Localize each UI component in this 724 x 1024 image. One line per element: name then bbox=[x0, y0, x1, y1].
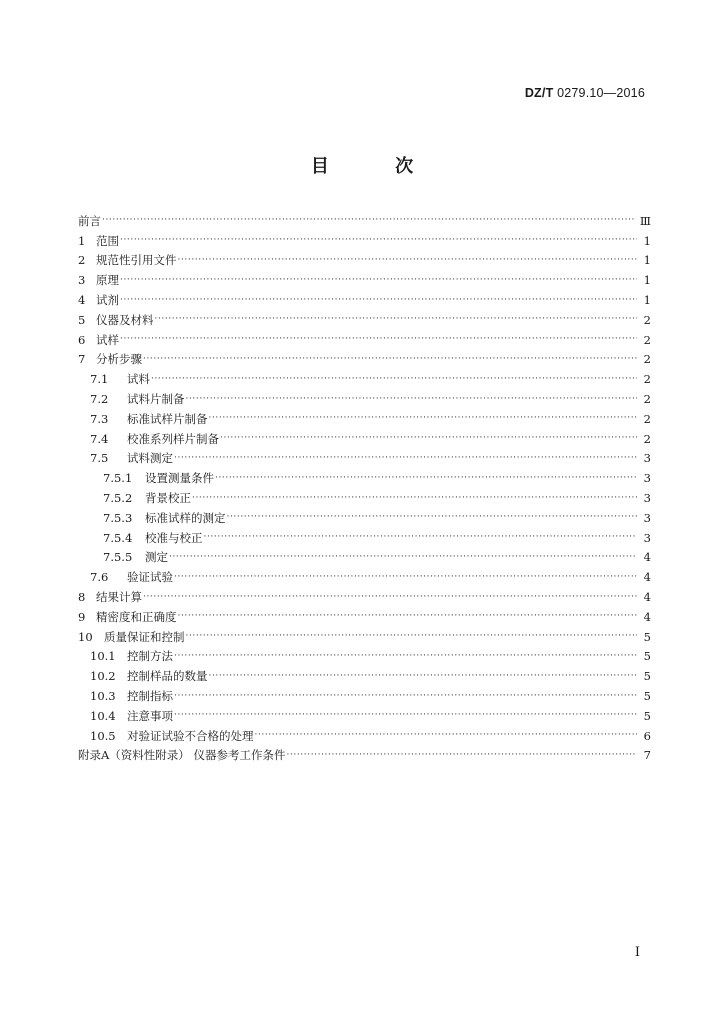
toc-entry[interactable] bbox=[78, 468, 651, 488]
page-number: I bbox=[634, 945, 640, 960]
toc-entry-number: 9 bbox=[78, 609, 86, 624]
toc-entry-label: 仪器及材料 bbox=[96, 312, 154, 327]
toc-dot-leader bbox=[220, 434, 637, 443]
toc-entry-number: 7.6 bbox=[90, 570, 109, 585]
toc-entry[interactable] bbox=[78, 251, 651, 271]
toc-dot-leader bbox=[120, 236, 637, 245]
toc-entry-label: 标准试样片制备 bbox=[127, 411, 208, 426]
toc-entry-number: 8 bbox=[78, 590, 86, 605]
toc-entry-label: 分析步骤 bbox=[96, 352, 142, 367]
toc-entry-number: 4 bbox=[78, 293, 86, 308]
toc-entry[interactable] bbox=[78, 310, 651, 330]
toc-entry-page: 6 bbox=[643, 728, 651, 743]
toc-entry-label: 规范性引用文件 bbox=[96, 253, 177, 268]
toc-entry-page: 3 bbox=[643, 510, 651, 525]
toc-entry-page: 5 bbox=[643, 649, 651, 664]
toc-entry-label: 对验证试验不合格的处理 bbox=[127, 728, 254, 743]
toc-dot-leader bbox=[120, 276, 637, 285]
toc-entry-number: 7.5 bbox=[90, 451, 109, 466]
toc-entry-label: 试样 bbox=[96, 332, 119, 347]
toc-entry-page: 1 bbox=[643, 233, 651, 248]
toc-entry-number: 7.5.1 bbox=[103, 471, 133, 486]
toc-dot-leader bbox=[174, 692, 637, 701]
toc-entry-label: 精密度和正确度 bbox=[96, 609, 177, 624]
toc-dot-leader bbox=[169, 553, 637, 562]
toc-entry-page: 4 bbox=[643, 609, 651, 624]
toc-entry-label: 背景校正 bbox=[145, 491, 191, 506]
toc-entry-page: 7 bbox=[643, 748, 651, 763]
toc-entry-page: 3 bbox=[643, 471, 651, 486]
toc-dot-leader bbox=[174, 454, 637, 463]
toc-entry[interactable] bbox=[78, 647, 651, 667]
toc-entry-number: 3 bbox=[78, 273, 86, 288]
toc-dot-leader bbox=[102, 216, 636, 225]
standard-code-prefix: DZ/T bbox=[524, 86, 554, 100]
toc-dot-leader bbox=[215, 474, 637, 483]
toc-entry-number: 6 bbox=[78, 332, 86, 347]
toc-entry-number: 7.2 bbox=[90, 392, 109, 407]
toc-entry-number: 5 bbox=[78, 312, 86, 327]
toc-entry-page: 1 bbox=[643, 293, 651, 308]
toc-dot-leader bbox=[174, 573, 637, 582]
toc-entry-number: 10.5 bbox=[90, 728, 116, 743]
toc-entry-number: 10.3 bbox=[90, 689, 116, 704]
toc-dot-leader bbox=[178, 256, 638, 265]
toc-entry-number: 7.4 bbox=[90, 431, 109, 446]
toc-entry-label: 试剂 bbox=[96, 293, 119, 308]
toc-entry-number: 10.1 bbox=[90, 649, 116, 664]
page-title: 目 次 bbox=[310, 156, 444, 177]
toc-entry[interactable] bbox=[78, 330, 651, 350]
toc-entry-page: 2 bbox=[643, 352, 651, 367]
toc-entry[interactable] bbox=[78, 686, 651, 706]
toc-entry-label: 试料片制备 bbox=[127, 392, 185, 407]
toc-dot-leader bbox=[255, 731, 638, 740]
toc-entry-page: 2 bbox=[643, 332, 651, 347]
toc-entry[interactable] bbox=[78, 369, 651, 389]
toc-entry-page: 2 bbox=[643, 312, 651, 327]
toc-entry[interactable] bbox=[78, 290, 651, 310]
toc-entry[interactable] bbox=[78, 350, 651, 370]
toc-entry-number: 10.4 bbox=[90, 708, 116, 723]
toc-entry[interactable] bbox=[78, 666, 651, 686]
toc-entry-number: 7.3 bbox=[90, 411, 109, 426]
toc-entry-page: 5 bbox=[643, 669, 651, 684]
toc-entry-page: 3 bbox=[643, 451, 651, 466]
toc-entry-page: 5 bbox=[643, 629, 651, 644]
toc-entry-label: 结果计算 bbox=[96, 590, 142, 605]
toc-entry-number: 7.1 bbox=[90, 372, 109, 387]
toc-entry-label: 原理 bbox=[96, 273, 119, 288]
toc-entry-label: 注意事项 bbox=[127, 708, 173, 723]
toc-dot-leader bbox=[155, 315, 638, 324]
toc-entry[interactable] bbox=[78, 211, 651, 231]
toc-dot-leader bbox=[174, 711, 637, 720]
toc-entry-label: 控制指标 bbox=[127, 689, 173, 704]
toc-entry-number: 2 bbox=[78, 253, 86, 268]
toc-entry-label: 校准系列样片制备 bbox=[127, 431, 219, 446]
toc-entry-label: 校准与校正 bbox=[145, 530, 203, 545]
toc-entry[interactable] bbox=[78, 567, 651, 587]
toc-entry-number: 7.5.3 bbox=[103, 510, 133, 525]
toc-entry-page: Ⅲ bbox=[639, 213, 651, 228]
toc-entry[interactable] bbox=[78, 389, 651, 409]
toc-entry[interactable] bbox=[78, 548, 651, 568]
toc-entry-number: 7 bbox=[78, 352, 86, 367]
toc-entry-label: 控制样品的数量 bbox=[127, 669, 208, 684]
toc-entry-label: 附录A（资料性附录） 仪器参考工作条件 bbox=[78, 748, 286, 763]
toc-entry-label: 范围 bbox=[96, 233, 119, 248]
toc-entry-page: 4 bbox=[643, 590, 651, 605]
toc-dot-leader bbox=[192, 494, 637, 503]
toc-dot-leader bbox=[143, 355, 637, 364]
toc-dot-leader bbox=[209, 672, 638, 681]
toc-entry[interactable] bbox=[78, 706, 651, 726]
toc-entry-number: 7.5.5 bbox=[103, 550, 133, 565]
toc-entry[interactable] bbox=[78, 607, 651, 627]
toc-entry-label: 质量保证和控制 bbox=[104, 629, 185, 644]
toc-entry[interactable] bbox=[78, 528, 651, 548]
toc-dot-leader bbox=[174, 652, 637, 661]
toc-dot-leader bbox=[186, 395, 638, 404]
toc-entry-page: 4 bbox=[643, 570, 651, 585]
toc-entry[interactable] bbox=[78, 627, 651, 647]
toc-entry-number: 10.2 bbox=[90, 669, 116, 684]
toc-entry-label: 前言 bbox=[78, 213, 101, 228]
toc-entry-page: 1 bbox=[643, 253, 651, 268]
toc-entry[interactable] bbox=[78, 449, 651, 469]
toc-dot-leader bbox=[286, 751, 637, 760]
toc-entry[interactable] bbox=[78, 488, 651, 508]
toc-dot-leader bbox=[227, 513, 638, 522]
toc-dot-leader bbox=[186, 632, 638, 641]
toc-entry-label: 试料 bbox=[127, 372, 150, 387]
toc-dot-leader bbox=[204, 533, 638, 542]
toc-entry-number: 7.5.4 bbox=[103, 530, 133, 545]
toc-entry-label: 试料测定 bbox=[127, 451, 173, 466]
toc-dot-leader bbox=[151, 375, 637, 384]
toc-entry-page: 3 bbox=[643, 530, 651, 545]
toc-entry-page: 3 bbox=[643, 491, 651, 506]
toc-entry-number: 1 bbox=[78, 233, 86, 248]
toc-entry-label: 控制方法 bbox=[127, 649, 173, 664]
toc-entry-page: 2 bbox=[643, 411, 651, 426]
standard-code bbox=[525, 86, 645, 100]
toc-entry-label: 验证试验 bbox=[127, 570, 173, 585]
toc-entry[interactable] bbox=[78, 508, 651, 528]
table-of-contents bbox=[78, 211, 651, 765]
toc-entry[interactable] bbox=[78, 231, 651, 251]
toc-entry-label: 测定 bbox=[145, 550, 168, 565]
toc-entry[interactable] bbox=[78, 746, 651, 766]
toc-dot-leader bbox=[209, 414, 638, 423]
toc-entry-page: 4 bbox=[643, 550, 651, 565]
toc-entry-number: 10 bbox=[78, 629, 93, 644]
toc-entry-page: 5 bbox=[643, 708, 651, 723]
toc-entry[interactable] bbox=[78, 726, 651, 746]
toc-entry[interactable] bbox=[78, 409, 651, 429]
standard-code-number: 0279.10—2016 bbox=[557, 86, 645, 100]
toc-dot-leader bbox=[120, 335, 637, 344]
toc-entry-page: 2 bbox=[643, 372, 651, 387]
toc-dot-leader bbox=[143, 593, 637, 602]
toc-entry-page: 1 bbox=[643, 273, 651, 288]
toc-entry-page: 2 bbox=[643, 392, 651, 407]
toc-entry-label: 标准试样的测定 bbox=[145, 510, 226, 525]
toc-entry[interactable] bbox=[78, 587, 651, 607]
toc-entry-label: 设置测量条件 bbox=[145, 471, 214, 486]
toc-dot-leader bbox=[120, 296, 637, 305]
toc-dot-leader bbox=[178, 612, 638, 621]
toc-entry[interactable] bbox=[78, 270, 651, 290]
toc-entry-page: 2 bbox=[643, 431, 651, 446]
toc-entry-page: 5 bbox=[643, 689, 651, 704]
toc-entry[interactable] bbox=[78, 429, 651, 449]
toc-entry-number: 7.5.2 bbox=[103, 491, 133, 506]
